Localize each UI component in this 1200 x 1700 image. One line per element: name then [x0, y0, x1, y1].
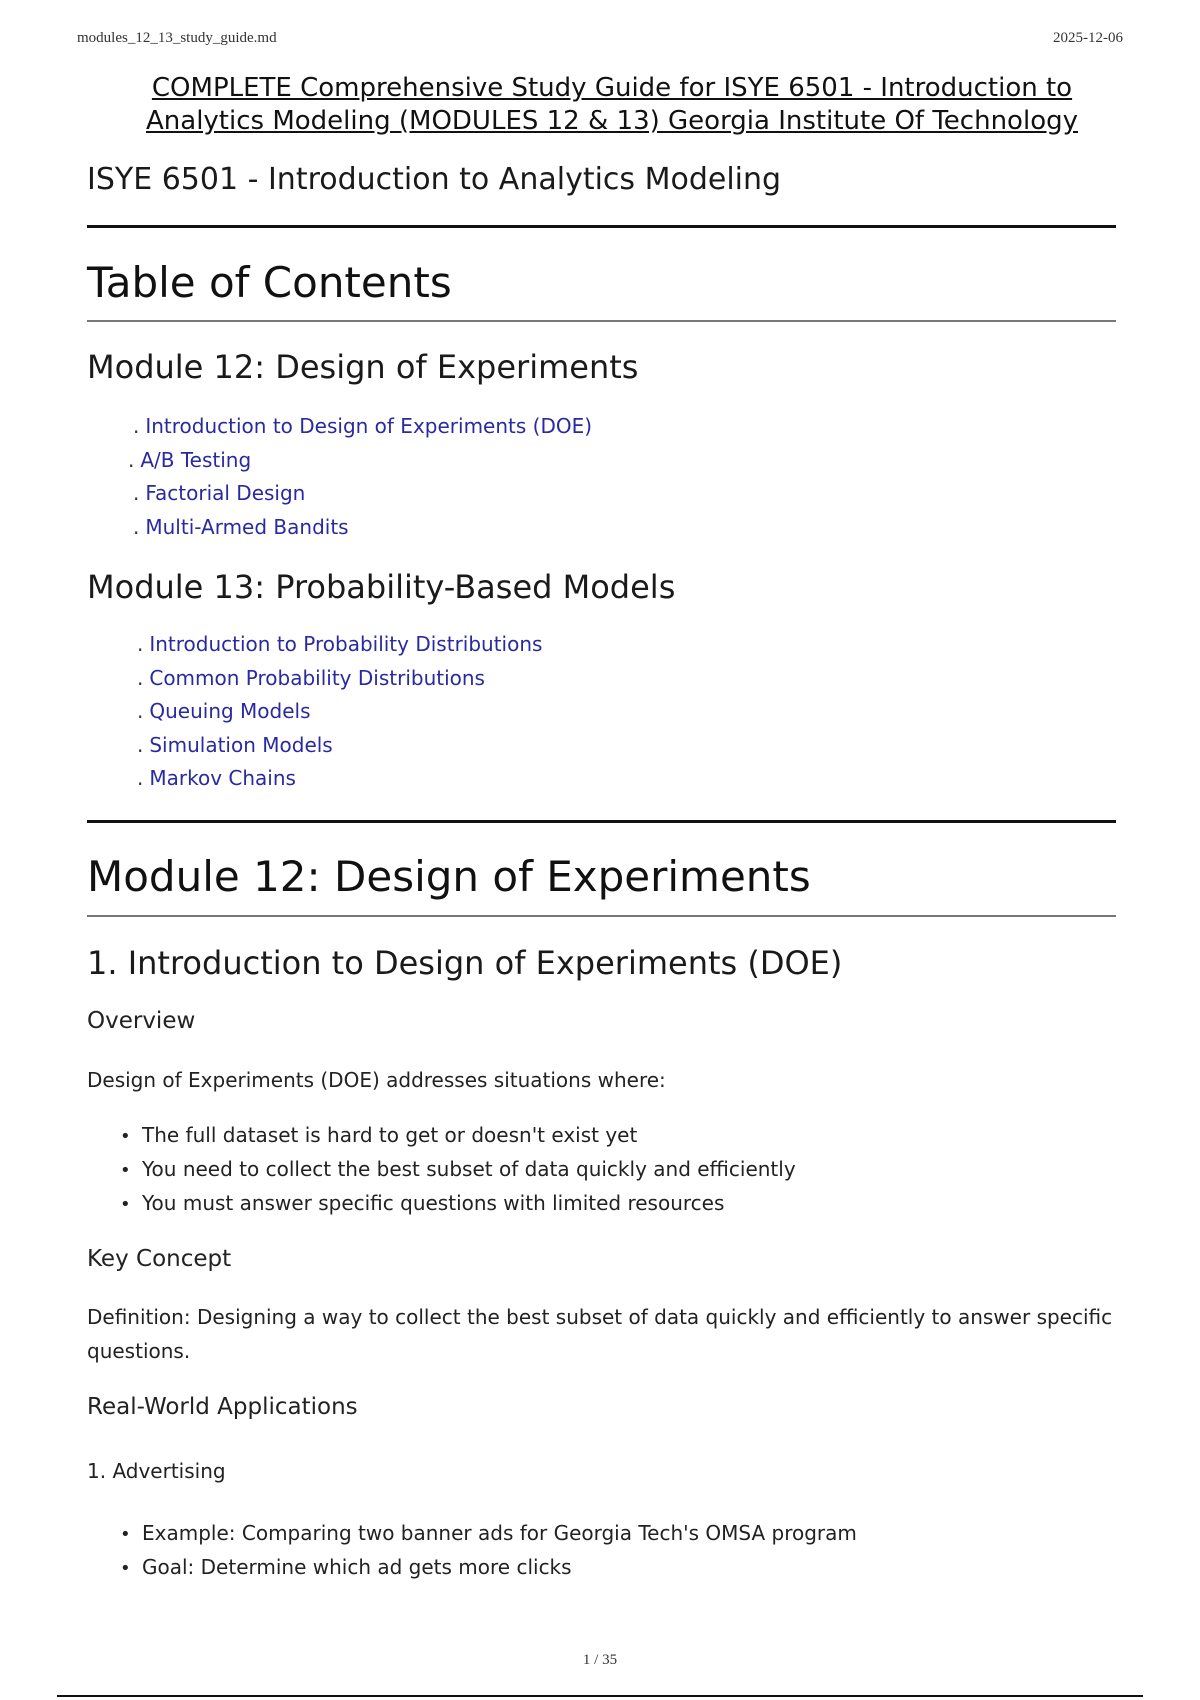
page-number: 1 / 35 — [582, 1652, 618, 1668]
toc-item[interactable]: . Simulation Models — [137, 732, 333, 757]
list-item: • Goal: Determine which ad gets more clicks — [120, 1555, 572, 1579]
overview-bullets — [120, 1118, 796, 1220]
toc-link[interactable]: Markov Chains — [149, 766, 296, 790]
course-subtitle: ISYE 6501 - Introduction to Analytics Modeling — [87, 162, 782, 197]
list-item: • Example: Comparing two banner ads for Georgia Tech's OMSA program — [120, 1521, 857, 1545]
header-filename: modules_12_13_study_guide.md — [77, 30, 277, 46]
key-concept-heading: Key Concept — [87, 1246, 232, 1272]
application-1-heading: 1. Advertising — [87, 1459, 226, 1483]
list-item: • The full dataset is hard to get or doesn't exist yet — [120, 1123, 638, 1147]
toc-item[interactable]: . Factorial Design — [133, 481, 306, 505]
toc-link[interactable]: Simulation Models — [149, 732, 333, 757]
toc-link[interactable]: Common Probability Distributions — [149, 665, 485, 690]
toc-item[interactable]: . Multi-Armed Bandits — [133, 514, 349, 539]
toc-module13-list — [137, 632, 542, 800]
toc-link[interactable]: Introduction to Design of Experiments (DOE) — [145, 414, 593, 438]
divider — [87, 820, 1116, 823]
header-date: 2025-12-06 — [1053, 30, 1123, 46]
toc-link[interactable]: Factorial Design — [145, 481, 306, 505]
toc-item[interactable]: . A/B Testing — [128, 447, 252, 472]
toc-link[interactable]: Introduction to Probability Distributions — [149, 632, 543, 656]
overview-heading: Overview — [87, 1008, 196, 1034]
toc-module13-heading: Module 13: Probability-Based Models — [87, 568, 676, 606]
toc-link[interactable]: Queuing Models — [149, 699, 311, 723]
toc-item[interactable]: . Introduction to Probability Distributions — [137, 632, 543, 656]
divider — [87, 915, 1116, 917]
toc-module12-heading: Module 12: Design of Experiments — [87, 348, 639, 386]
divider — [87, 320, 1116, 322]
toc-item[interactable]: . Introduction to Design of Experiments (DOE) — [133, 414, 593, 438]
page-header — [77, 30, 1123, 50]
divider — [57, 1695, 1143, 1697]
toc-item[interactable]: . Markov Chains — [137, 766, 296, 790]
divider — [87, 225, 1116, 228]
definition-line-1: Definition: Designing a way to collect the best subset of data quickly and efficiently to answer specific — [87, 1305, 1113, 1329]
list-item: • You must answer specific questions with limited resources — [120, 1191, 725, 1215]
module12-heading: Module 12: Design of Experiments — [87, 852, 811, 901]
section1-heading: 1. Introduction to Design of Experiments (DOE) — [87, 944, 843, 982]
application-1-bullets — [120, 1516, 857, 1584]
toc-link[interactable]: A/B Testing — [140, 447, 252, 472]
intro-text: Design of Experiments (DOE) addresses situations where: — [87, 1068, 666, 1092]
document-title: COMPLETE Comprehensive Study Guide for ISYE 6501 - Introduction to Analytics Modeling (MODULES 12 & 13) Georgia Institute Of Technology — [146, 73, 1078, 136]
toc-module12-list — [128, 414, 593, 548]
toc-link[interactable]: Multi-Armed Bandits — [145, 514, 349, 539]
list-item: • You need to collect the best subset of data quickly and efficiently — [120, 1157, 796, 1181]
toc-heading: Table of Contents — [87, 258, 452, 307]
definition-line-2: questions. — [87, 1339, 191, 1363]
toc-item[interactable]: . Queuing Models — [137, 699, 311, 723]
applications-heading: Real-World Applications — [87, 1394, 358, 1420]
toc-item[interactable]: . Common Probability Distributions — [137, 665, 485, 690]
